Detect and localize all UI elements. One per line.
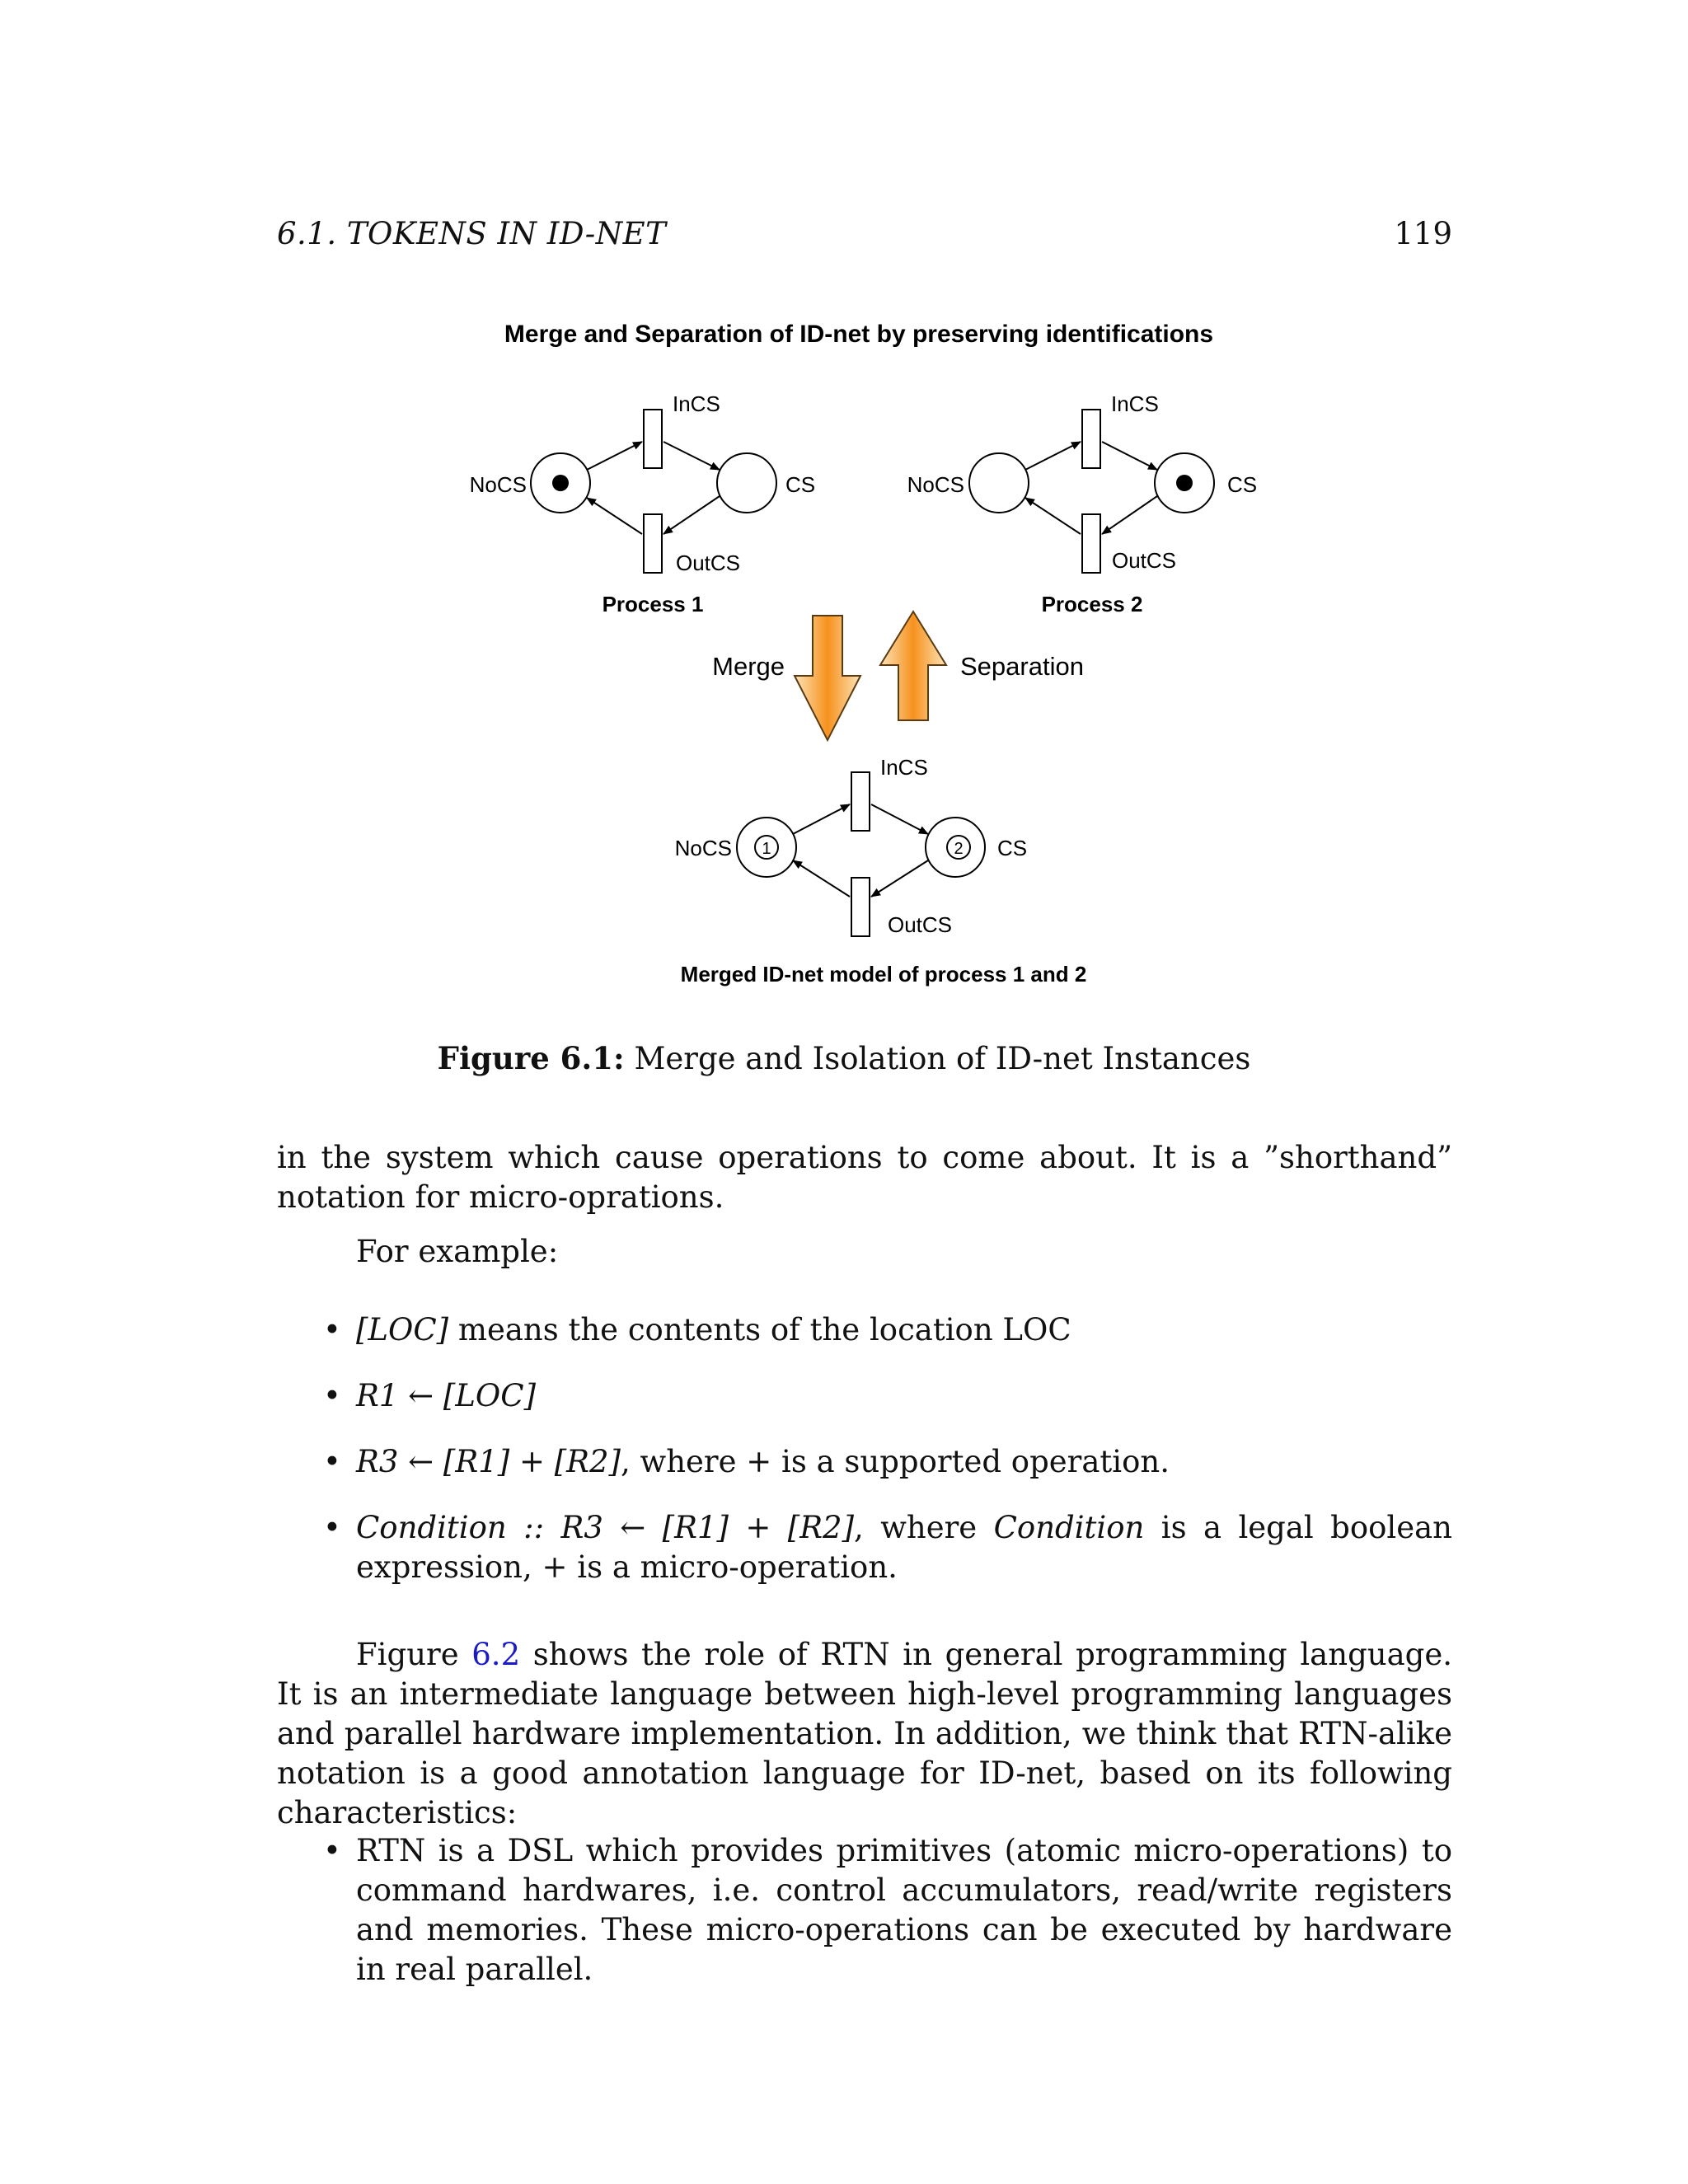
caption-text: Merge and Isolation of ID-net Instances [634,1041,1251,1076]
page-number: 119 [1394,216,1452,251]
transition-outcs-1 [644,514,662,573]
list-item [277,1508,1452,1587]
bullet-icon: • [323,1833,341,1868]
running-title: 6.1. TOKENS IN ID-NET [277,216,667,251]
figure-reference-link[interactable]: 6.2 [471,1637,521,1672]
transition-incs-merged [851,772,870,831]
label-cs-1: CS [785,472,816,497]
separation-arrow-icon [880,612,946,720]
list-item-text: means the contents of the location LOC [448,1312,1071,1347]
token-2-label: 2 [954,840,964,858]
label-nocs-merged: NoCS [674,836,732,860]
label-outcs-2: OutCS [1112,548,1177,573]
math-expression: [LOC] [356,1312,449,1347]
bullet-icon: • [323,1444,341,1479]
transition-outcs-2 [1082,514,1100,573]
math-term: Condition [993,1510,1145,1545]
label-nocs-2: NoCS [907,472,964,497]
label-outcs-merged: OutCS [888,912,953,937]
transition-outcs-merged [851,878,870,936]
label-cs-2: CS [1227,472,1258,497]
paragraph-text: Figure [356,1637,472,1672]
list-item [277,1376,1452,1416]
list-item-text: , where [854,1510,994,1545]
paragraph-text: shows the role of RTN in general programming language. It is an intermediate language between high-level programming languages and parallel hardware implementation. In addition, we think that RTN-alike notation is a good annotation language for ID-net, based on its following characteristics: [277,1637,1452,1830]
list-item [277,1310,1452,1350]
list-item [277,1831,1452,1990]
place-cs-1 [717,453,776,513]
list-item [277,1442,1452,1482]
figure-6-1 [0,305,1688,1005]
figure-caption [0,1040,1688,1076]
label-outcs-1: OutCS [676,551,741,575]
separation-label: Separation [960,652,1084,681]
process-2-net [907,391,1257,616]
process-1-net [470,391,815,616]
merge-label: Merge [712,652,785,681]
list-item-text: , where + is a supported operation. [621,1444,1170,1479]
bullet-icon: • [323,1510,341,1545]
label-incs-merged: InCS [880,755,928,780]
bullet-list-characteristics [277,1831,1452,2016]
math-expression: Condition :: R3 ← [R1] + [R2] [356,1510,855,1545]
running-header [277,216,1452,257]
label-process-1: Process 1 [602,592,704,616]
paragraph-rtn [277,1635,1452,1833]
label-incs-1: InCS [673,391,720,416]
token-dot-1 [552,475,569,491]
merge-arrow-icon [795,616,860,740]
token-dot-2 [1176,475,1193,491]
bullet-list-examples [277,1310,1452,1614]
label-nocs-1: NoCS [469,472,527,497]
petri-net-diagram [0,305,1688,1005]
paragraph-for-example: For example: [356,1234,559,1269]
place-nocs-2 [969,453,1029,513]
list-item-text: is a legal boolean expression, + is a micro-operation. [356,1510,1453,1585]
token-1-label: 1 [762,840,771,858]
merged-net [675,755,1087,987]
math-expression: R1 ← [LOC] [356,1378,537,1413]
bullet-icon: • [323,1378,341,1413]
math-expression: R3 ← [R1] + [R2] [356,1444,621,1479]
figure-title: Merge and Separation of ID-net by preserving identifications [504,321,1214,348]
label-merged-model: Merged ID-net model of process 1 and 2 [680,962,1087,987]
label-incs-2: InCS [1111,391,1159,416]
transition-incs-1 [644,410,662,468]
paragraph-1: in the system which cause operations to come about. It is a ”shorthand” notation for micro-oprations. [277,1140,1452,1215]
label-process-2: Process 2 [1041,592,1143,616]
bullet-icon: • [323,1312,341,1347]
caption-label: Figure 6.1: [437,1040,625,1076]
label-cs-merged: CS [997,836,1028,860]
list-item-text: RTN is a DSL which provides primitives (atomic micro-operations) to command hardwares, i.e. control accumulators, read/write registers and memories. These micro-operations can be executed by hardware in real parallel. [356,1833,1452,1987]
transition-incs-2 [1082,410,1100,468]
